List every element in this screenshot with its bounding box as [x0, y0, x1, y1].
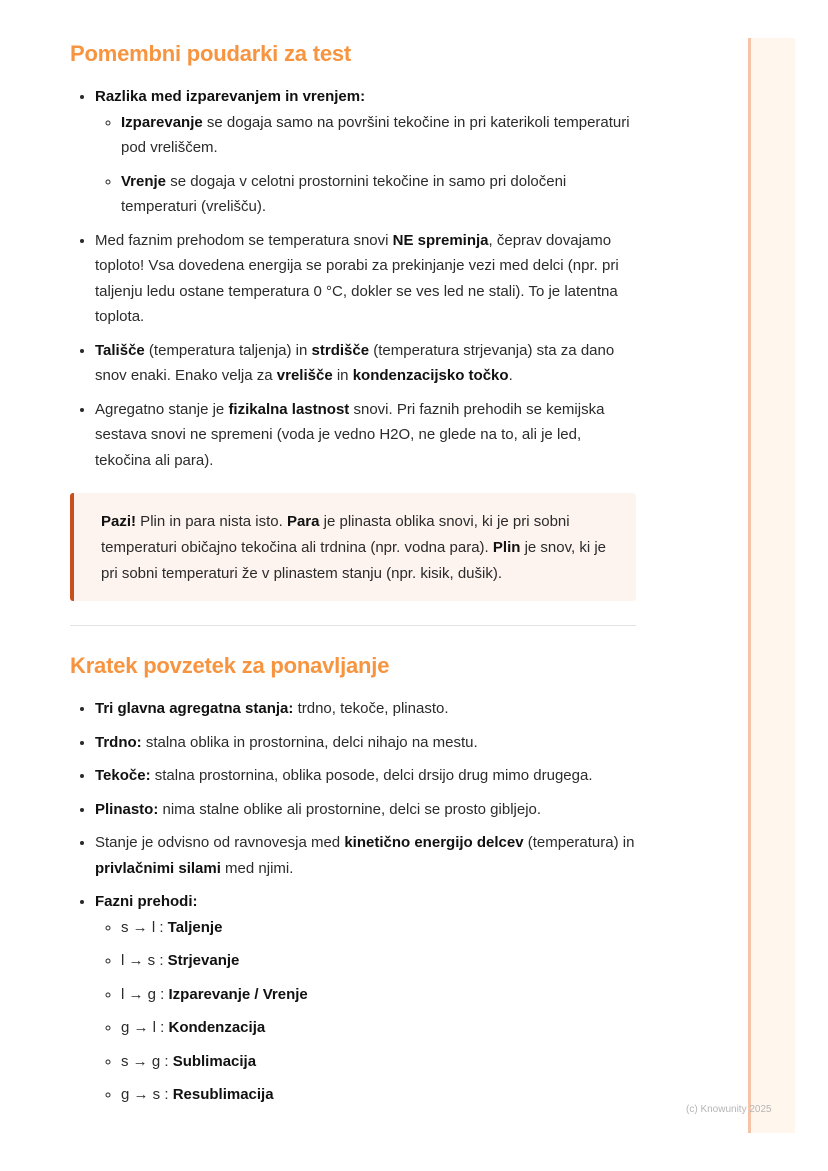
list-item [95, 797, 636, 823]
bold-text: Tališče [95, 341, 145, 359]
text: je snov, ki je pri sobni temperaturi že v plinastem stanju (npr. kisik, dušik). [101, 539, 606, 582]
text: se dogaja v celotni prostornini tekočine in samo pri določeni temperaturi (vrelišču). [121, 172, 567, 215]
text: trdno, tekoče, plinasto. [293, 700, 449, 717]
bold-text: NE spreminja [392, 231, 489, 249]
text: snovi. Pri faznih prehodih se kemijska sestava snovi ne spremeni (voda je vedno H2O, ne glede na to, ali je led, tekočina ali para). [95, 400, 605, 469]
sub-list-item [121, 1049, 636, 1075]
text: (temperatura taljenja) in [144, 341, 312, 359]
section-heading: Kratek povzetek za ponavljanje [70, 653, 390, 678]
text: med njimi. [220, 859, 294, 877]
warning-callout [70, 493, 636, 601]
text: , čeprav dovajamo toploto! Vsa dovedena energija se porabi za prekinjanje vezi med delci (npr. pri taljenju ledu ostane temperatura 0 °C, dokler se ves led ne stali). To je latentna toplota. [95, 231, 619, 325]
bold-text: kondenzacijsko točko [352, 367, 509, 384]
text: s → g : [121, 1052, 173, 1070]
text: Plin in para nista isto. [136, 513, 287, 530]
text: je plinasta oblika snovi, ki je pri sobni temperaturi običajno tekočina ali trdnina (npr. vodna para). [101, 513, 570, 556]
text: in [332, 367, 353, 384]
bold-text: vrelišče [276, 367, 333, 384]
side-decoration [748, 38, 795, 1133]
bold-text: Kondenzacija [168, 1019, 266, 1036]
list-item [95, 830, 636, 881]
section-heading: Pomembni poudarki za test [70, 41, 352, 66]
text: g → s : [121, 1086, 173, 1103]
text: (temperatura) in [523, 834, 635, 851]
bold-text: Tekoče: [95, 767, 151, 784]
bold-text: Strjevanje [167, 952, 240, 969]
text: nima stalne oblike ali prostornine, delci se prosto gibljejo. [158, 800, 542, 818]
sub-list-item [121, 982, 636, 1008]
bold-text: Tri glavna agregatna stanja: [95, 700, 294, 717]
bold-text: Taljenje [167, 918, 223, 936]
list-item [95, 397, 636, 474]
sub-list-item [121, 915, 636, 941]
list-item [95, 696, 636, 722]
bold-text: Resublimacija [172, 1086, 274, 1103]
text: Stanje je odvisno od ravnovesja med [95, 834, 345, 851]
bold-text: Sublimacija [172, 1052, 257, 1070]
sub-list [95, 915, 636, 1108]
sub-list-item [121, 1082, 636, 1108]
text: stalna prostornina, oblika posode, delci drsijo drug mimo drugega. [150, 767, 593, 784]
sub-list-item [121, 110, 636, 161]
bold-text: Pazi! [101, 513, 137, 530]
list-item [95, 228, 636, 330]
list-item [95, 338, 636, 389]
bold-text: privlačnimi silami [95, 859, 221, 877]
sub-list-item [121, 169, 636, 220]
sub-list-item [121, 1015, 636, 1041]
text: stalna oblika in prostornina, delci nihajo na mestu. [141, 733, 478, 751]
bold-text: Razlika med izparevanjem in vrenjem: [95, 88, 366, 105]
bold-text: Trdno: [95, 733, 142, 751]
bold-text: Plin [492, 539, 521, 556]
summary-list [70, 696, 636, 1108]
text: Agregatno stanje je [95, 400, 229, 418]
bold-text: Izparevanje / Vrenje [168, 985, 308, 1003]
list-item [95, 84, 636, 220]
bold-text: Vrenje [121, 172, 167, 190]
document-content [70, 38, 636, 1116]
list-item [95, 889, 636, 1108]
text: (temperatura strjevanja) sta za dano snov enaki. Enako velja za [95, 341, 615, 384]
text: s → l : [121, 918, 168, 936]
sub-list-item [121, 948, 636, 974]
key-points-list [70, 84, 636, 473]
bold-text: kinetično energijo delcev [344, 834, 524, 851]
text: l → g : [121, 985, 169, 1003]
list-item [95, 763, 636, 789]
divider [70, 625, 636, 626]
text: l → s : [121, 952, 168, 969]
text: . [508, 367, 513, 384]
sub-list [95, 110, 636, 220]
bold-text: fizikalna lastnost [228, 400, 350, 418]
bold-text: strdišče [311, 341, 370, 359]
bold-text: Izparevanje [121, 113, 203, 131]
bold-text: Fazni prehodi: [95, 893, 198, 910]
bold-text: Para [286, 513, 320, 530]
text: se dogaja samo na površini tekočine in pri katerikoli temperaturi pod vreliščem. [121, 113, 630, 156]
text: g → l : [121, 1019, 169, 1036]
text: Med faznim prehodom se temperatura snovi [95, 231, 393, 249]
list-item [95, 730, 636, 756]
copyright-footer: (c) Knowunity 2025 [686, 1104, 772, 1115]
bold-text: Plinasto: [95, 800, 159, 818]
